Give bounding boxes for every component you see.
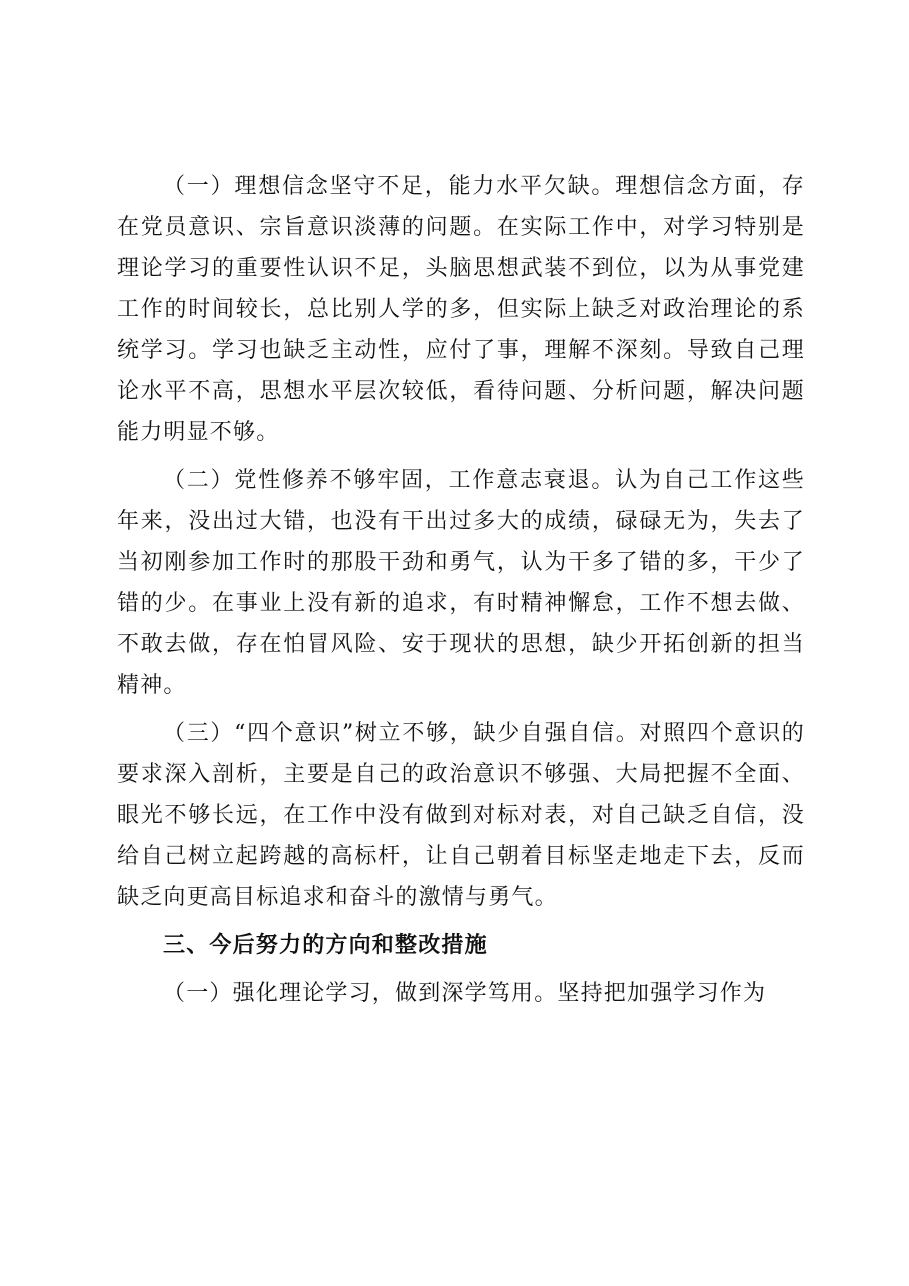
paragraph-theory-study: （一）强化理论学习，做到深学笃用。坚持把加强学习作为	[163, 981, 767, 1006]
paragraph-party-spirit: （二）党性修养不够牢固，工作意志衰退。认为自己工作这些年来，没出过大错，也没有干出过多大的成绩，碌碌无为，失去了当初刚参加工作时的那股干劲和勇气，认为干多了错的多，干少了错的少。在事业上没有新的追求，有时精神懈怠，工作不想去做、不敢去做，存在怕冒风险、安于现状的思想，缺少开拓创新的担当精神。	[117, 468, 805, 698]
document-body	[117, 166, 805, 1014]
paragraph-four-consciousness: （三）“四个意识”树立不够，缺少自强自信。对照四个意识的要求深入剖析，主要是自己的政治意识不够强、大局把握不全面、眼光不够长远，在工作中没有做到对标对表，对自己缺乏自信，没给自己树立起跨越的高标杆，让自己朝着目标坚走地走下去，反而缺乏向更高目标追求和奋斗的激情与勇气。	[117, 721, 805, 910]
section-heading: 三、今后努力的方向和整改措施	[163, 933, 488, 958]
paragraph-ideals-beliefs: （一）理想信念坚守不足，能力水平欠缺。理想信念方面，存在党员意识、宗旨意识淡薄的问题。在实际工作中，对学习特别是理论学习的重要性认识不足，头脑思想武装不到位，以为从事党建工作的时间较长，总比别人学的多，但实际上缺乏对政治理论的系统学习。学习也缺乏主动性，应付了事，理解不深刻。导致自己理论水平不高，思想水平层次较低，看待问题、分析问题，解决问题能力明显不够。	[117, 174, 805, 445]
